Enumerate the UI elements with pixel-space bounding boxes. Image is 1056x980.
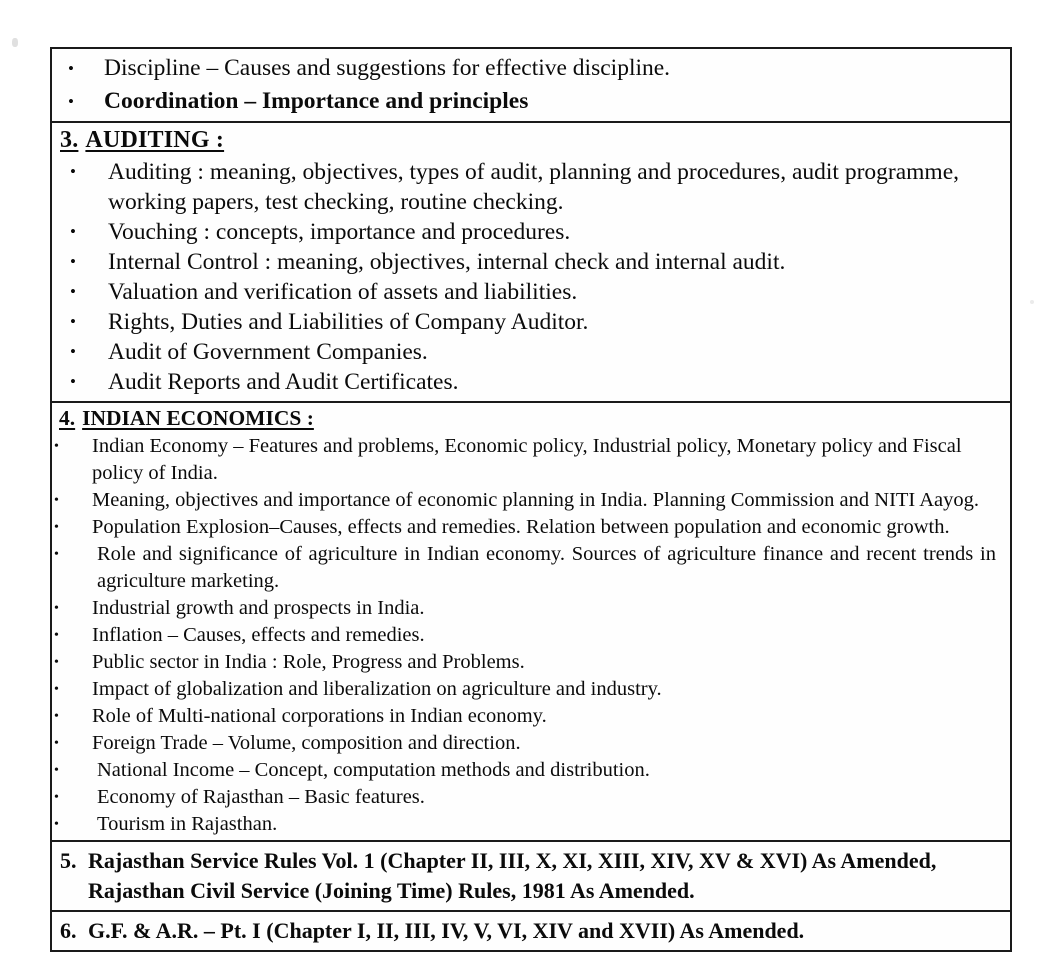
list-item xyxy=(52,703,1010,730)
list-item xyxy=(52,487,1010,514)
numbered-row xyxy=(52,845,1010,907)
list-item xyxy=(52,730,1010,757)
row-text xyxy=(88,846,1010,906)
list-item-text: Tourism in Rajasthan. xyxy=(97,813,278,835)
list-item-text: Rights, Duties and Liabilities of Company Auditor. xyxy=(108,309,589,335)
section-heading-auditing xyxy=(52,125,1010,157)
list-item xyxy=(52,247,1010,277)
list-item xyxy=(52,649,1010,676)
list-item-text: Meaning, objectives and importance of economic planning in India. Planning Commission and NITI Aayog. xyxy=(92,489,980,511)
bullet-icon: • xyxy=(70,222,76,241)
list-item-text: Role and significance of agriculture in Indian economy. Sources of agriculture finance and recent trends in agriculture marketing. xyxy=(97,543,996,592)
numbered-row xyxy=(52,915,1010,947)
list-item-text: Role of Multi-national corporations in Indian economy. xyxy=(92,705,547,727)
list-item-text: Discipline – Causes and suggestions for effective discipline. xyxy=(104,55,671,81)
list-item xyxy=(52,811,1010,838)
row-text-line2: Rajasthan Civil Service (Joining Time) Rules, 1981 As Amended. xyxy=(88,878,695,903)
list-item-text: Coordination – Importance and principles xyxy=(104,88,529,114)
syllabus-table xyxy=(50,47,1012,952)
list-item xyxy=(52,595,1010,622)
list-item-text: Public sector in India : Role, Progress and Problems. xyxy=(92,651,525,673)
bullet-icon: • xyxy=(54,790,59,805)
list-item xyxy=(52,676,1010,703)
list-item-text: Auditing : meaning, objectives, types of audit, planning and procedures, audit programme, working papers, test checking, routine checking. xyxy=(108,159,960,215)
list-item-text: Industrial growth and prospects in India. xyxy=(92,597,425,619)
bullet-icon: • xyxy=(70,342,76,361)
bullet-icon: • xyxy=(54,439,59,454)
bullet-icon: • xyxy=(54,520,59,535)
list-item xyxy=(52,367,1010,397)
bullet-icon: • xyxy=(54,709,59,724)
list-item xyxy=(52,85,1002,118)
section-rajasthan-service-rules xyxy=(52,842,1010,912)
row-number: 6. xyxy=(60,918,77,943)
bullet-icon: • xyxy=(54,682,59,697)
section-indian-economics xyxy=(52,403,1010,842)
bullet-icon: • xyxy=(70,252,76,271)
list-item xyxy=(52,217,1010,247)
bullet-icon: • xyxy=(70,162,76,181)
section-number: 4. xyxy=(59,406,76,430)
list-item-text: Foreign Trade – Volume, composition and direction. xyxy=(92,732,521,754)
list-item-text: Audit of Government Companies. xyxy=(108,339,428,365)
section-heading-indian-economics xyxy=(52,404,1010,433)
list-item xyxy=(52,337,1010,367)
row-number: 5. xyxy=(60,848,77,873)
row-text-line1: G.F. & A.R. – Pt. I (Chapter I, II, III, IV, V, VI, XIV and XVII) As Amended. xyxy=(88,918,805,943)
bullet-icon: • xyxy=(70,282,76,301)
list-item-text: Vouching : concepts, importance and procedures. xyxy=(108,219,571,245)
section-top-partial xyxy=(52,49,1010,123)
bullet-icon: • xyxy=(54,547,59,562)
list-item xyxy=(52,157,1010,217)
list-item xyxy=(52,277,1010,307)
list-item-text: Internal Control : meaning, objectives, internal check and internal audit. xyxy=(108,249,786,275)
list-item xyxy=(52,514,1010,541)
scan-artifact-speck xyxy=(12,38,18,47)
list-item-text: National Income – Concept, computation methods and distribution. xyxy=(97,759,650,781)
scan-artifact-speck-right xyxy=(1030,300,1034,304)
row-text xyxy=(88,916,1010,946)
list-item xyxy=(52,433,1010,487)
list-item xyxy=(52,757,1010,784)
section-gf-ar xyxy=(52,912,1010,950)
list-item-text: Indian Economy – Features and problems, Economic policy, Industrial policy, Monetary policy and Fiscal policy of India. xyxy=(92,435,962,484)
bullet-icon: • xyxy=(54,736,59,751)
row-text-line1: Rajasthan Service Rules Vol. 1 (Chapter II, III, X, XI, XIII, XIV, XV & XVI) As Amended, xyxy=(88,848,937,873)
list-item xyxy=(52,307,1010,337)
bullet-icon: • xyxy=(70,372,76,391)
bullet-icon: • xyxy=(54,817,59,832)
bullet-icon: • xyxy=(68,59,74,78)
section-auditing xyxy=(52,123,1010,403)
section-number: 3. xyxy=(60,127,79,153)
list-item-text: Valuation and verification of assets and liabilities. xyxy=(108,279,578,305)
bullet-icon: • xyxy=(70,312,76,331)
section-title: INDIAN ECONOMICS : xyxy=(82,406,314,430)
list-item-text: Inflation – Causes, effects and remedies. xyxy=(92,624,425,646)
list-item-text: Audit Reports and Audit Certificates. xyxy=(108,369,459,395)
bullet-icon: • xyxy=(54,493,59,508)
list-item-text: Impact of globalization and liberalization on agriculture and industry. xyxy=(92,678,662,700)
bullet-icon: • xyxy=(54,763,59,778)
list-item-text: Economy of Rajasthan – Basic features. xyxy=(97,786,425,808)
bullet-icon: • xyxy=(54,601,59,616)
bullet-icon: • xyxy=(54,655,59,670)
list-item xyxy=(52,622,1010,649)
list-item xyxy=(52,784,1010,811)
list-item xyxy=(52,52,1002,85)
bullet-icon: • xyxy=(54,628,59,643)
list-item-text: Population Explosion–Causes, effects and remedies. Relation between population and economic growth. xyxy=(92,516,950,538)
section-title: AUDITING : xyxy=(85,127,225,153)
bullet-icon: • xyxy=(68,92,74,111)
list-item xyxy=(52,541,1010,595)
